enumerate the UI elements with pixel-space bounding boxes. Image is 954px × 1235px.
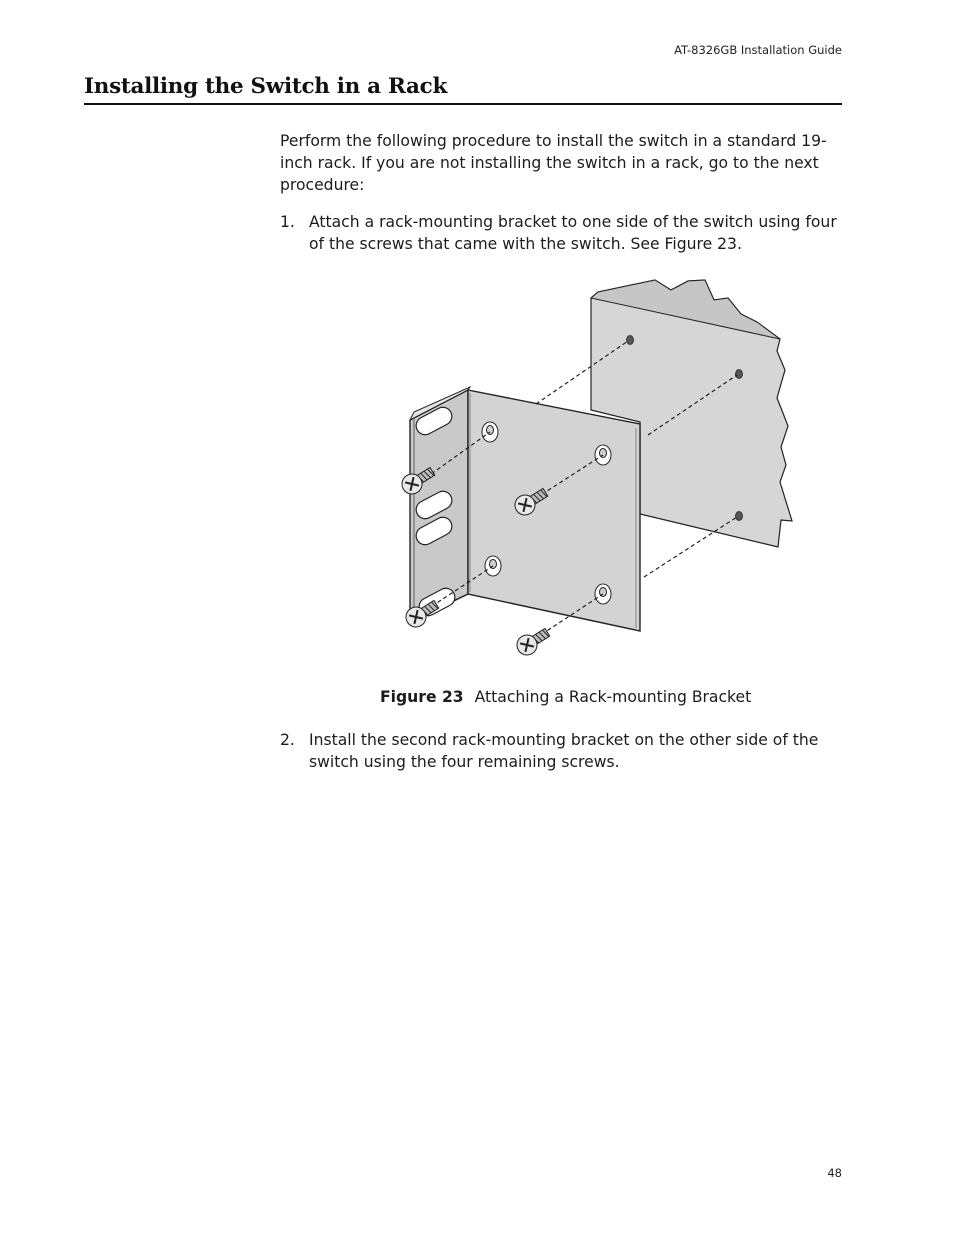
page-number: 48 — [827, 1166, 842, 1180]
screw — [513, 624, 552, 659]
step-1 — [280, 211, 840, 255]
figure-label: Figure 23 — [380, 688, 464, 706]
step-text: Install the second rack-mounting bracket on the other side of the switch using the four remaining screws. — [309, 731, 819, 771]
figure-caption — [380, 688, 751, 706]
step-2 — [280, 729, 840, 773]
running-header: AT-8326GB Installation Guide — [674, 43, 842, 57]
rack-bracket-illustration — [395, 270, 805, 665]
intro-paragraph: Perform the following procedure to install the switch in a standard 19-inch rack. If you are not installing the switch in a rack, go to the next procedure: — [280, 132, 827, 194]
figure-caption-text: Attaching a Rack-mounting Bracket — [474, 688, 752, 706]
step-text: Attach a rack-mounting bracket to one side of the switch using four of the screws that came with the switch. See Figure 23. — [309, 213, 837, 253]
step-number: 2. — [280, 731, 295, 749]
step-number: 1. — [280, 213, 295, 231]
section-title: Installing the Switch in a Rack — [84, 74, 842, 105]
